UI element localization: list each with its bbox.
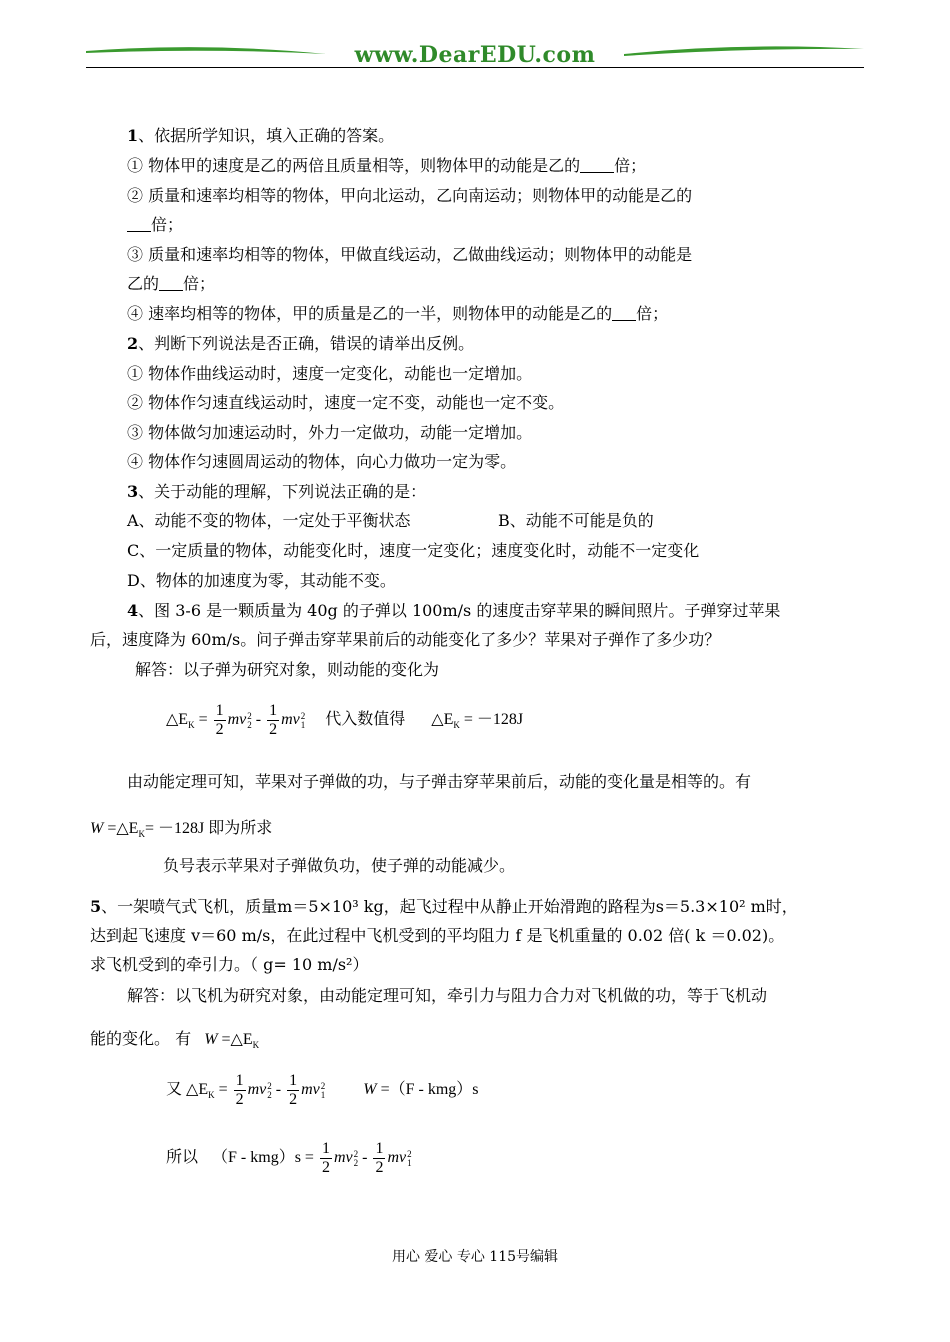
q3-option-a: A、动能不变的物体，一定处于平衡状态 <box>127 511 411 530</box>
answer-blank <box>127 215 151 232</box>
q5-equation-2: 所以 （F - kmg）s = $\frac{1}{2}$ mv 2 2 - $\frac{1}{2}$ mv 2 1 <box>166 1140 412 1176</box>
q2-item: ③ 物体做匀加速运动时，外力一定做功，动能一定增加。 <box>127 423 533 442</box>
q5-answer-l1: 解答：以飞机为研究对象，由动能定理可知，牵引力与阻力合力对飞机做的功，等于飞机动 <box>127 986 768 1005</box>
q5-line1: 5、一架喷气式飞机，质量m＝5×10³ kg，起飞过程中从静止开始滑跑的路程为s＝5.3×10² m时， <box>90 897 798 916</box>
q3-title: 3、关于动能的理解，下列说法正确的是： <box>127 482 427 501</box>
q4-equation-2: $W =\triangle E_K= -128J$ 即为所求 <box>90 820 273 839</box>
q1-a: ① 物体甲的速度是乙的两倍且质量相等，则物体甲的动能是乙的 倍； <box>127 156 647 175</box>
q1-title: 1、依据所学知识，填入正确的答案。 <box>127 126 395 145</box>
q4-note: 负号表示苹果对子弹做负功，使子弹的动能减少。 <box>163 856 516 875</box>
q5-line2: 达到起飞速度 v＝60 m/s，在此过程中飞机受到的平均阻力 f 是飞机重量的 0.02 倍( k ＝0.02)。 <box>90 926 785 945</box>
answer-blank <box>580 156 614 173</box>
q1-c-cont: 乙的 倍； <box>127 274 216 293</box>
q3-option-d: D、物体的加速度为零，其动能不变。 <box>127 571 396 590</box>
q1-d: ④ 速率均相等的物体，甲的质量是乙的一半，则物体甲的动能是乙的 倍； <box>127 304 669 323</box>
answer-blank <box>159 274 183 291</box>
q1-b-cont: 倍； <box>127 215 183 235</box>
page-footer: 用心 爱心 专心 115号编辑 <box>391 1249 559 1265</box>
answer-blank <box>612 304 636 321</box>
q4-equation-1: $\triangle E_K$ = $\frac{1}{2}$ mv 2 2 - $\frac{1}{2}$ mv 2 1 代入数值得 $\triangle E_K = -128J$ <box>166 702 524 738</box>
q3-option-c: C、一定质量的物体，动能变化时，速度一定变化；速度变化时，动能不一定变化 <box>127 541 700 560</box>
header-rule <box>86 67 864 68</box>
q2-item: ① 物体作曲线运动时，速度一定变化，动能也一定增加。 <box>127 364 533 383</box>
green-swoosh-right-icon <box>624 44 864 58</box>
q2-title: 2、判断下列说法是否正确，错误的请举出反例。 <box>127 334 475 353</box>
q4-line3: 由动能定理可知，苹果对子弹做的功，与子弹击穿苹果前后，动能的变化量是相等的。有 <box>127 772 752 791</box>
q1-b: ② 质量和速率均相等的物体，甲向北运动，乙向南运动；则物体甲的动能是乙的 <box>127 186 693 205</box>
q4-line1: 4、图 3-6 是一颗质量为 40g 的子弹以 100m/s 的速度击穿苹果的瞬间照片。子弹穿过苹果 <box>127 601 781 620</box>
q5-line3: 求飞机受到的牵引力。（ g= 10 m/s²） <box>90 955 369 974</box>
q3-option-b: B、动能不可能是负的 <box>498 511 654 530</box>
page-header <box>86 36 864 76</box>
site-logo: www.DearEDU.com <box>354 42 596 68</box>
q4-answer-intro: 解答：以子弹为研究对象，则动能的变化为 <box>135 660 440 679</box>
q2-item: ④ 物体作匀速圆周运动的物体，向心力做功一定为零。 <box>127 452 517 471</box>
q5-answer-l2: 能的变化。 有 $W =\triangle E_K$ <box>90 1029 260 1050</box>
q1-c: ③ 质量和速率均相等的物体，甲做直线运动，乙做曲线运动；则物体甲的动能是 <box>127 245 693 264</box>
q2-item: ② 物体作匀速直线运动时，速度一定不变，动能也一定不变。 <box>127 393 565 412</box>
q4-line2: 后，速度降为 60m/s。问子弹击穿苹果前后的动能变化了多少？苹果对子弹作了多少功？ <box>90 630 721 649</box>
q5-equation-1: 又 $\triangle E_K$ = $\frac{1}{2}$ mv 2 2 - $\frac{1}{2}$ mv 2 1 W =（F - kmg）s <box>166 1072 479 1108</box>
